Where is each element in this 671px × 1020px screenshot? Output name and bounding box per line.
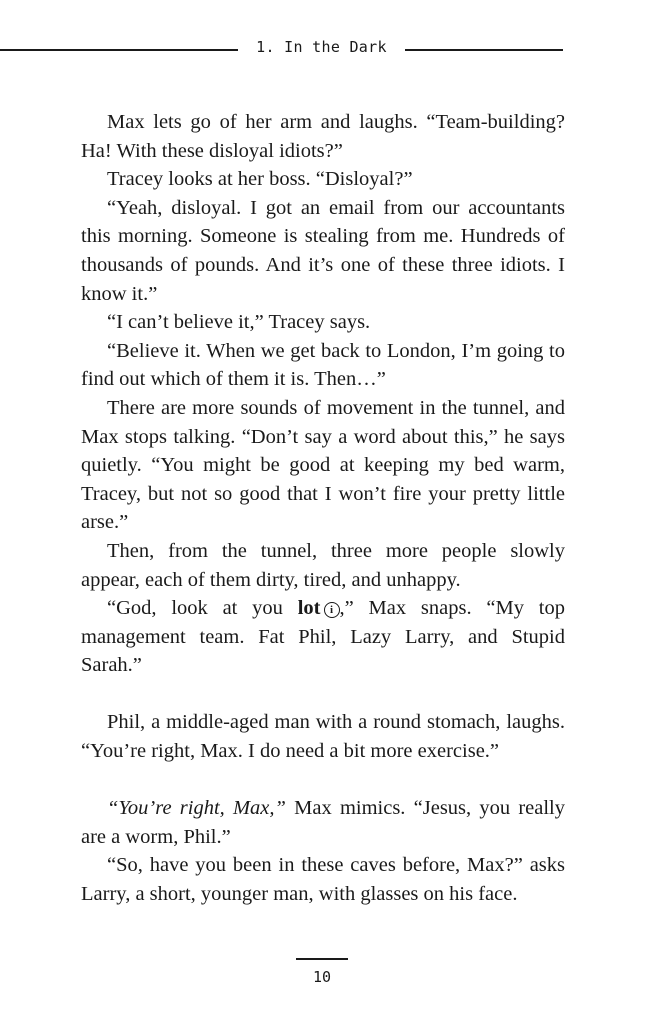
paragraph: “Yeah, disloyal. I got an email from our accountants this morning. Someone is stealing from me. Hundreds of thousands of pounds. And it’s one of these three idiots. I know it.” <box>81 196 565 305</box>
paragraph-text: “God, look at you <box>107 597 298 620</box>
paragraph: “So, have you been in these caves before, Max?” asks Larry, a short, younger man, with glasses on his face. <box>81 854 565 906</box>
chapter-title: 1. In the Dark <box>256 38 387 56</box>
header-rule-left <box>0 49 238 51</box>
glossary-word[interactable]: lot <box>297 597 321 620</box>
paragraph: Phil, a middle-aged man with a round stomach, laughs. “You’re right, Max. I do need a bit more exercise.” <box>81 711 565 763</box>
paragraph: “Believe it. When we get back to London, I’m going to find out which of them it is. Then…” <box>81 339 565 391</box>
paragraph: Max lets go of her arm and laughs. “Team-building? Ha! With these disloyal idiots?” <box>81 111 565 162</box>
header-rule-right <box>405 49 563 51</box>
info-icon[interactable]: i <box>324 602 340 618</box>
italic-quote: “You’re right, Max,” <box>107 797 286 820</box>
footer-rule <box>296 958 348 960</box>
paragraph-text: Max mimics. “Jesus, you really are a worm, Phil.” <box>81 797 565 848</box>
paragraph-glossed <box>81 594 565 680</box>
paragraph: There are more sounds of movement in the tunnel, and Max stops talking. “Don’t say a word about this,” he says quietly. “You might be good at keeping my bed warm, Tracey, but not so good that I won’t fire your pretty little arse.” <box>81 396 565 534</box>
paragraph: Tracey looks at her boss. “Disloyal?” <box>107 168 413 191</box>
running-header <box>0 36 671 64</box>
body-text <box>81 108 565 909</box>
paragraph <box>81 794 565 851</box>
paragraph: Then, from the tunnel, three more people slowly appear, each of them dirty, tired, and unhappy. <box>81 539 565 591</box>
page-number: 10 <box>312 968 332 986</box>
paragraph: “I can’t believe it,” Tracey says. <box>107 311 371 334</box>
paragraph-text: ,” Max snaps. “My top management team. Fat Phil, Lazy Larry, and Stupid Sarah.” <box>81 597 565 677</box>
